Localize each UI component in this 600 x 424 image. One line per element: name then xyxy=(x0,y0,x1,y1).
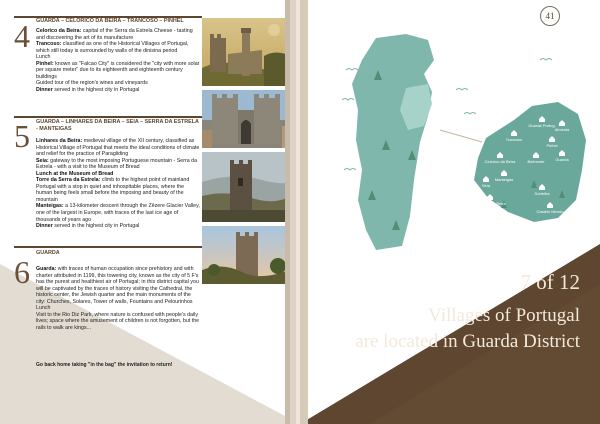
section-4-line: Celorico da Beira: capital of the Serra da Estrela Cheese - tasting and discovering the art of its manufacture xyxy=(36,28,193,41)
section-5-line: Linhares da Beira: medieval village of the XII century, classified as Historical Village of Portugal that meets the ideal conditions of climate and relief for the practice of Paragliding xyxy=(36,138,200,158)
village-label: Trancoso xyxy=(505,137,523,142)
caption-line-3: are located in Guarda District xyxy=(355,331,580,352)
caption-line-2: Villages of Portugal xyxy=(428,305,580,326)
section-5-rule xyxy=(14,116,202,118)
section-6-title: GUARDA xyxy=(36,250,60,256)
photo-city-gate xyxy=(202,90,294,148)
section-6-line: Guarda: with traces of human occupation since prehistory and with charter attributed in 1199, this towering city, known as the city of 5 F's has the purest and healthiest air of Portugal; in this district capital you will be captivated by the traces of history visiting the Cathedral, the historic center, the Jewish quarter and the main monuments of the city: Churches, Solares, Tower of walls, Fountains and Pelourinhos xyxy=(36,266,199,305)
closing-invitation: Go back home taking "in the bag" the invitation to return! xyxy=(36,362,173,368)
section-5-number: 5 xyxy=(14,118,30,154)
village-label: Guarda xyxy=(555,157,569,162)
section-5-line: Dinner served in the highest city in Portugal xyxy=(36,223,140,230)
section-4-line: Pinhel: known as "Falcao City" is considered the "city with more solar per square meter" due to its eighteenth and eighteenth century buildings xyxy=(36,60,200,80)
section-5-line: Torre da Serra da Estrela: climb to the highest point of mainland Portugal with a stop in quiet and inhospitable places, where the human being feels small before the imposing and beauty of the mountain xyxy=(36,177,190,203)
village-label: Castelo Mendo xyxy=(536,209,564,214)
village-label: Sortelha xyxy=(534,191,550,196)
guarda-district-map xyxy=(336,30,592,262)
section-6-number: 6 xyxy=(14,254,30,290)
section-4-line: Trancoso: classified as one of the Historical Villages of Portugal, which still today is surrounded by walls of the dinisina period xyxy=(36,41,189,54)
village-label: Guarda Portug. xyxy=(528,123,556,128)
village-label: Manteigas xyxy=(494,177,514,182)
spine-band xyxy=(300,0,308,424)
section-4-title: GUARDA – CELORICO DA BEIRA – TRANCOSO – PINHEL xyxy=(36,18,184,24)
section-5-body xyxy=(36,138,200,230)
section-4-line: Lunch xyxy=(36,54,51,61)
section-5-line: Seia: gateway to the most imposing Portuguese mountain - Serra da Estrela - with a visit to the Museum of Bread xyxy=(36,157,198,171)
photo-mountain-tower xyxy=(202,152,294,222)
section-6-line: Lunch xyxy=(36,305,51,312)
village-label: Linhares da Beira xyxy=(474,201,506,206)
village-label: Celorico da Beira xyxy=(484,159,516,164)
village-label: Belmonte xyxy=(527,159,545,164)
photo-trancoso-castle xyxy=(202,18,294,86)
section-4-body xyxy=(36,28,200,93)
section-4-line: Guided tour of the region's wines and vineyards xyxy=(36,80,148,87)
section-5-title: GUARDA – LINHARES DA BEIRA – SEIA – SERRA DA ESTRELA - MANTEIGAS xyxy=(36,119,199,132)
portugal-map-shape xyxy=(352,34,434,250)
caption-count: 7 of 12 xyxy=(520,270,580,294)
page-number: 41 xyxy=(540,6,560,26)
section-6-body xyxy=(36,266,200,331)
section-5-line: Lunch at the Museum of Bread xyxy=(36,170,114,177)
section-4-line: Dinner served in the highest city in Portugal xyxy=(36,86,140,93)
section-6-rule xyxy=(14,246,202,248)
zoom-arrow xyxy=(440,130,482,142)
village-label: Seia xyxy=(481,183,491,188)
village-label: Pinhel xyxy=(546,143,558,148)
village-label: Almeida xyxy=(554,127,570,132)
photo-guarda-tower xyxy=(202,226,294,284)
section-6-line: Visit to the Rio Diz Park, where nature is confused with people's daily lives; space where the amusement of children is not forgotten, but the rails to walk are kings... xyxy=(36,311,200,331)
section-4-number: 4 xyxy=(14,18,30,54)
section-5-line: Manteigas: a 13-kilometer descent through the Zêzere Glacier Valley, one of the largest in Europe, with traces of the last ice age of thousands of years ago xyxy=(36,203,200,223)
